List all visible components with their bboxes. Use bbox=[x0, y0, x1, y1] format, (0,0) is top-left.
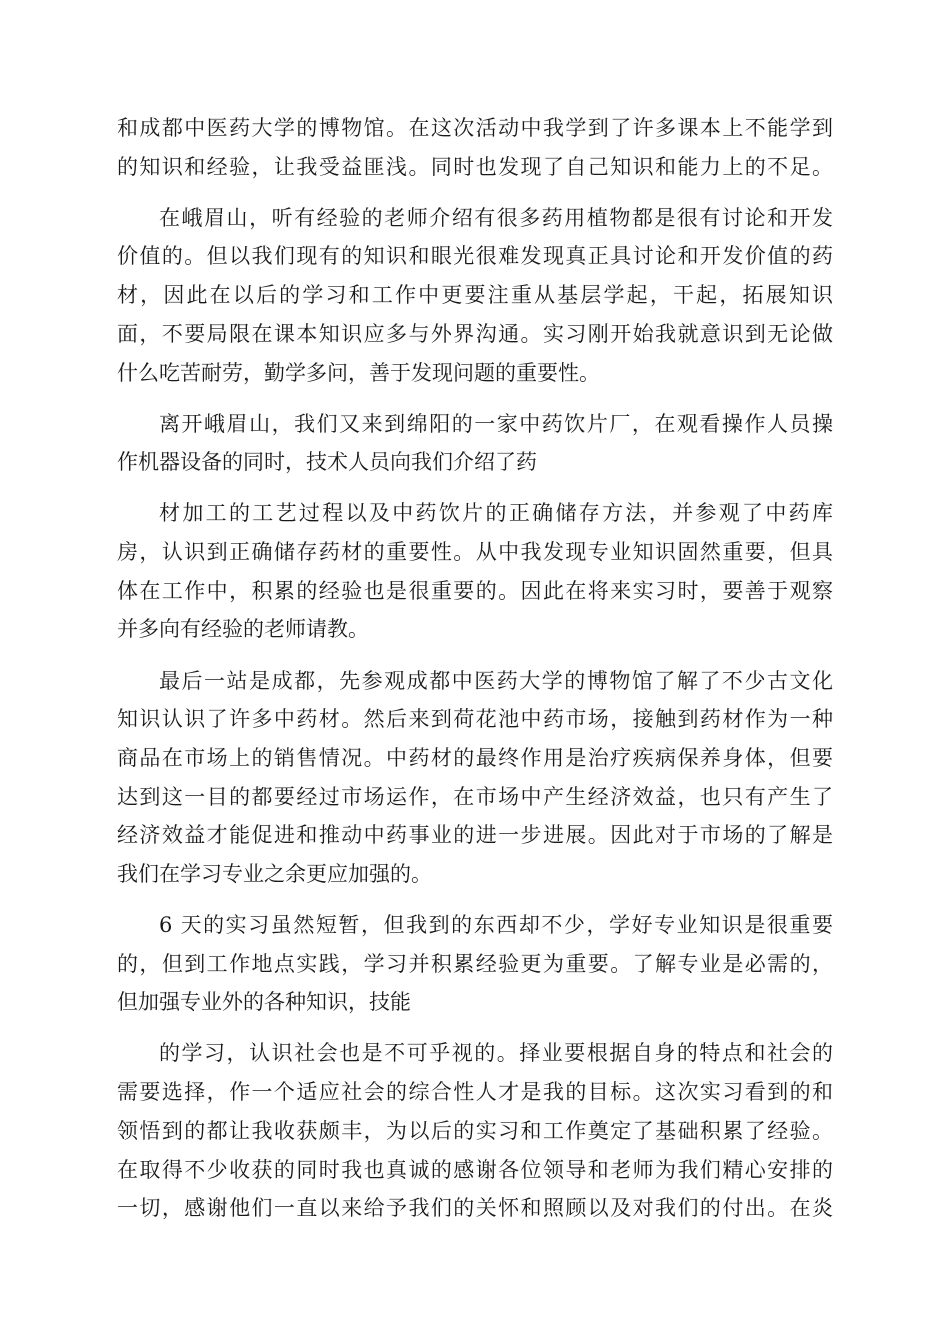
text-line: 在峨眉山，听有经验的老师介绍有很多药用植物都是很有讨论和开发 bbox=[159, 205, 833, 230]
text-line: 领悟到的都让我收获颇丰，为以后的实习和工作奠定了基础积累了经验。 bbox=[117, 1118, 833, 1143]
text-line: 知识认识了许多中药材。然后来到荷花池中药市场，接触到药材作为一种 bbox=[117, 707, 833, 732]
paragraph-6 bbox=[117, 906, 833, 1022]
paragraph-7 bbox=[117, 1034, 833, 1227]
text-line: 经济效益才能促进和推动中药事业的进一步进展。因此对于市场的了解是 bbox=[117, 823, 833, 848]
text-line: 需要选择，作一个适应社会的综合性人才是我的目标。这次实习看到的和 bbox=[117, 1080, 833, 1105]
text-line: 什么吃苦耐劳，勤学多问，善于发现问题的重要性。 bbox=[117, 360, 600, 385]
text-line: 我们在学习专业之余更应加强的。 bbox=[117, 861, 432, 886]
text-line: 商品在市场上的销售情况。中药材的最终作用是治疗疾病保养身体，但要 bbox=[117, 745, 833, 770]
text-line: 的知识和经验，让我受益匪浅。同时也发现了自己知识和能力上的不足。 bbox=[117, 154, 833, 179]
text-line: 材，因此在以后的学习和工作中更要注重从基层学起，干起，拓展知识 bbox=[117, 283, 833, 308]
text-line: 房，认识到正确储存药材的重要性。从中我发现专业知识固然重要，但具 bbox=[117, 540, 833, 565]
text-line: 在取得不少收获的同时我也真诚的感谢各位领导和老师为我们精心安排的 bbox=[117, 1157, 833, 1182]
text-line: 但加强专业外的各种知识，技能 bbox=[117, 990, 411, 1015]
text-line: 并多向有经验的老师请教。 bbox=[117, 617, 369, 642]
text-line: 面，不要局限在课本知识应多与外界沟通。实习刚开始我就意识到无论做 bbox=[117, 321, 833, 346]
text-line: 最后一站是成都，先参观成都中医药大学的博物馆了解了不少古文化 bbox=[159, 668, 833, 693]
text-line: 离开峨眉山，我们又来到绵阳的一家中药饮片厂，在观看操作人员操 bbox=[159, 411, 833, 436]
text-line: 和成都中医药大学的博物馆。在这次活动中我学到了许多课本上不能学到 bbox=[117, 116, 833, 140]
text-line: 材加工的工艺过程以及中药饮片的正确储存方法，并参观了中药库 bbox=[159, 501, 833, 526]
paragraph-4 bbox=[117, 494, 833, 649]
text-line: 达到这一目的都要经过市场运作，在市场中产生经济效益，也只有产生了 bbox=[117, 784, 833, 809]
text-line: 的，但到工作地点实践，学习并积累经验更为重要。了解专业是必需的， bbox=[117, 951, 833, 976]
document-body bbox=[117, 109, 833, 1240]
paragraph-5 bbox=[117, 662, 833, 894]
paragraph-2 bbox=[117, 199, 833, 392]
text-line: 体在工作中，积累的经验也是很重要的。因此在将来实习时，要善于观察 bbox=[117, 578, 833, 603]
text-line: 6 天的实习虽然短暂，但我到的东西却不少，学好专业知识是很重要 bbox=[159, 913, 833, 938]
text-line: 价值的。但以我们现有的知识和眼光很难发现真正具讨论和开发价值的药 bbox=[117, 244, 833, 269]
paragraph-3 bbox=[117, 405, 833, 482]
text-line: 的学习，认识社会也是不可乎视的。择业要根据自身的特点和社会的 bbox=[159, 1041, 833, 1066]
text-line: 一切，感谢他们一直以来给予我们的关怀和照顾以及对我们的付出。在炎 bbox=[117, 1196, 833, 1221]
text-line: 作机器设备的同时，技术人员向我们介绍了药 bbox=[117, 450, 537, 475]
paragraph-1 bbox=[117, 109, 833, 186]
